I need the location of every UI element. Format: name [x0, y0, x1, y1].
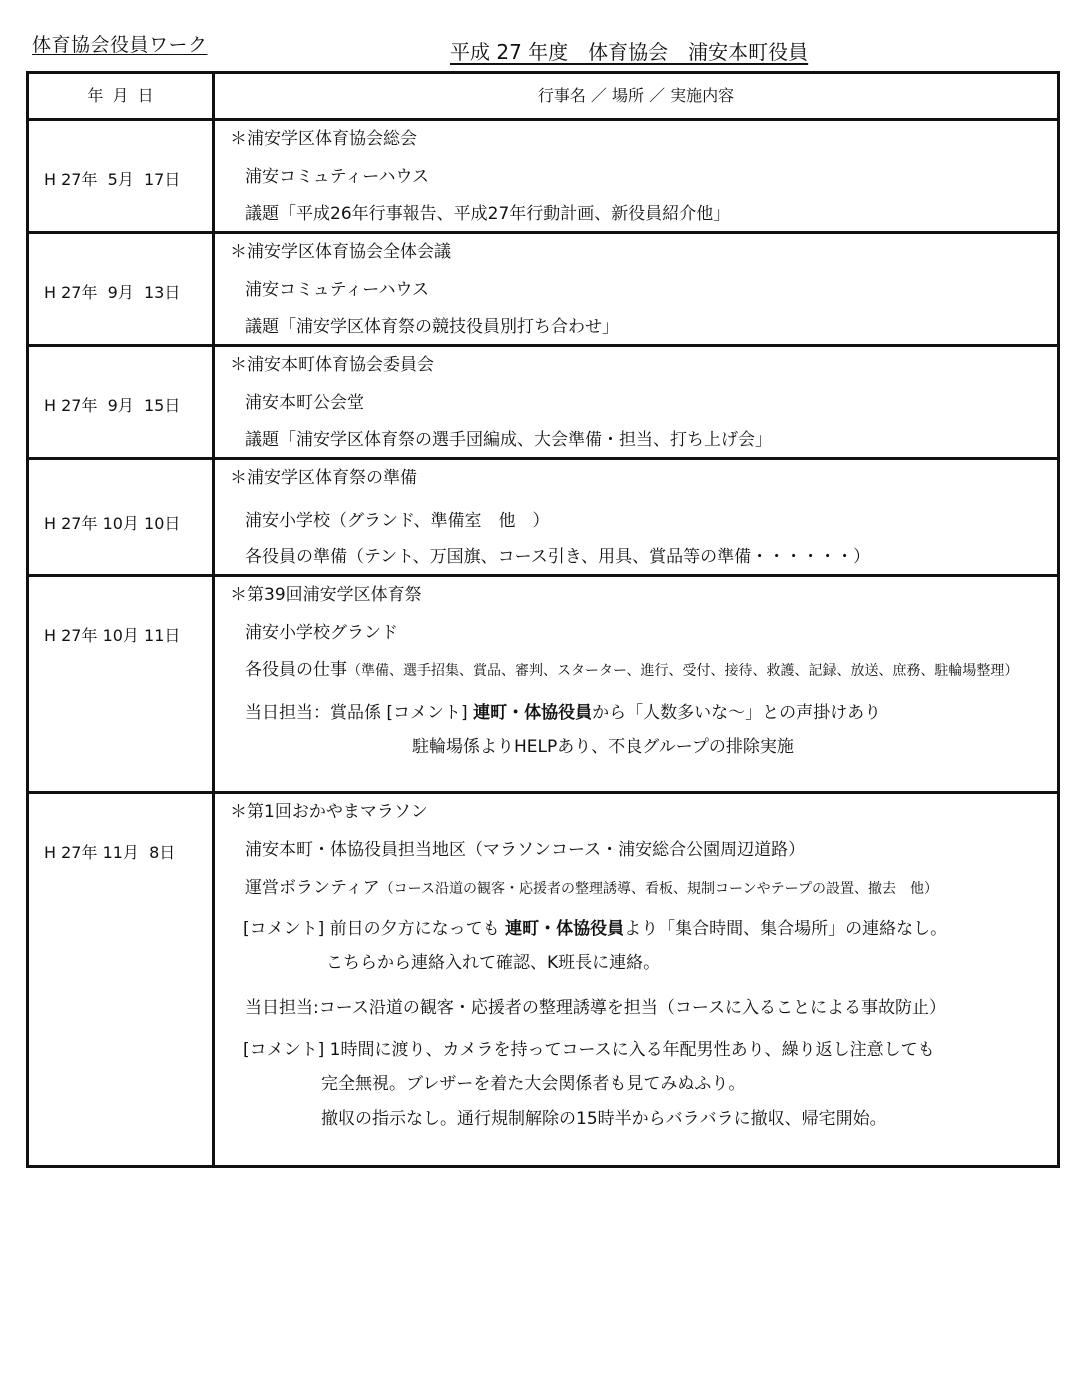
event-title: ＊浦安本町体育協会委員会 — [230, 355, 434, 375]
event-table — [26, 71, 1060, 1168]
detail-lead: 各役員の仕事 — [245, 660, 347, 680]
event-detail — [245, 659, 1018, 682]
event-date: H 27年 9月 13日 — [44, 283, 181, 302]
event-detail: 議題「平成26年行事報告、平成27年行動計画、新役員紹介他」 — [245, 204, 731, 224]
event-date: H 27年 10月 10日 — [44, 514, 181, 533]
table-row — [29, 794, 1057, 1168]
event-title: ＊浦安学区体育協会総会 — [230, 129, 417, 149]
event-date: H 27年 9月 15日 — [44, 396, 181, 415]
column-header-content: 行事名 ／ 場所 ／ 実施内容 — [537, 86, 735, 105]
volunteer-lead: 運営ボランティア — [245, 878, 380, 898]
table-row — [29, 234, 1057, 344]
event-duty: 当日担当:コース沿道の観客・応援者の整理誘導を担当（コースに入ることによる事故防止） — [245, 998, 947, 1018]
column-header-date: 年 月 日 — [87, 86, 154, 105]
comment-1-bold: 連町・体協役員 — [505, 919, 625, 939]
comment-1-prefix: [コメント] 前日の夕方になっても — [243, 919, 506, 939]
duty-suffix: から「人数多いな～」との声掛けあり — [592, 703, 882, 723]
event-volunteer — [245, 877, 938, 900]
volunteer-tasks: （コース沿道の観客・応援者の整理誘導、看板、規制コーンやテープの設置、撤去 他） — [379, 881, 938, 897]
event-date: H 27年 11月 8日 — [44, 843, 176, 862]
table-row — [29, 577, 1057, 791]
duty-bold: 連町・体協役員 — [473, 703, 593, 723]
event-date: H 27年 10月 11日 — [44, 626, 181, 645]
event-place: 浦安小学校グランド — [245, 623, 398, 643]
event-place: 浦安コミュティーハウス — [245, 167, 429, 187]
table-row — [29, 347, 1057, 457]
event-place: 浦安本町・体協役員担当地区（マラソンコース・浦安総合公園周辺道路） — [245, 840, 806, 860]
duty-prefix: 当日担当：賞品係 [コメント] — [245, 703, 474, 723]
comment-2-line-2: 完全無視。ブレザーを着た大会関係者も見てみぬふり。 — [321, 1074, 746, 1094]
event-place: 浦安コミュティーハウス — [245, 280, 429, 300]
event-place: 浦安小学校（グランド、準備室 他 ） — [245, 511, 550, 531]
event-date: H 27年 5月 17日 — [44, 170, 181, 189]
table-row — [29, 460, 1057, 574]
event-detail: 議題「浦安学区体育祭の競技役員別打ち合わせ」 — [245, 317, 619, 337]
event-title: ＊第39回浦安学区体育祭 — [230, 585, 422, 605]
event-detail: 議題「浦安学区体育祭の選手団編成、大会準備・担当、打ち上げ会」 — [245, 430, 772, 450]
event-title: ＊第1回おかやまマラソン — [230, 802, 428, 822]
comment-1-suffix: より「集合時間、集合場所」の連絡なし。 — [624, 919, 948, 939]
document-title: 平成 27 年度 体育協会 浦安本町役員 — [450, 40, 809, 64]
table-row — [29, 121, 1057, 231]
document-label: 体育協会役員ワーク — [32, 34, 208, 56]
event-duty — [245, 702, 881, 724]
event-detail: 各役員の準備（テント、万国旗、コース引き、用具、賞品等の準備・・・・・・） — [245, 547, 871, 567]
event-place: 浦安本町公会堂 — [245, 393, 364, 413]
comment-2-line-1: [コメント] 1時間に渡り、カメラを持ってコースに入る年配男性あり、繰り返し注意しても — [243, 1040, 935, 1060]
comment-1 — [243, 918, 947, 940]
comment-2-line-3: 撤収の指示なし。通行規制解除の15時半からバラバラに撤収、帰宅開始。 — [321, 1109, 887, 1129]
detail-duties: （準備、選手招集、賞品、審判、スターター、進行、受付、接待、救護、記録、放送、庶務、駐輪場整理） — [347, 663, 1019, 679]
event-title: ＊浦安学区体育祭の準備 — [230, 468, 417, 488]
event-duty-continued: 駐輪場係よりHELPあり、不良グループの排除実施 — [412, 737, 794, 757]
event-title: ＊浦安学区体育協会全体会議 — [230, 242, 451, 262]
comment-1-continued: こちらから連絡入れて確認、K班長に連絡。 — [326, 953, 661, 973]
